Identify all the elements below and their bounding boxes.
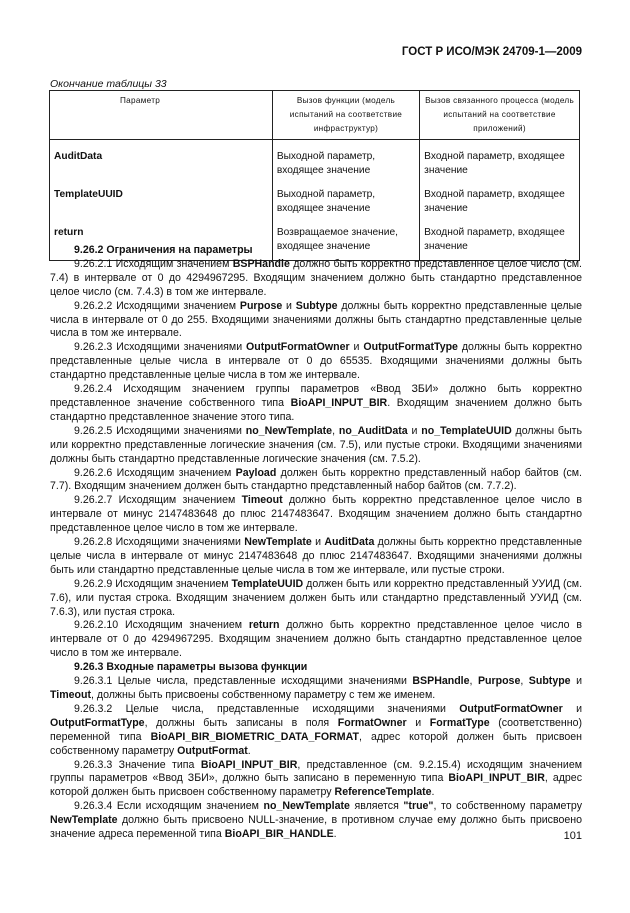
- paragraph-9-26-2-4: 9.26.2.4 Исходящим значением группы параметров «Ввод ЗБИ» должно быть корректно представленное значение собственного типа BioAPI_INPUT_BIR. Входящим значением должно быть стандартно представленное значение этого типа.: [50, 383, 582, 423]
- table-row: [50, 146, 580, 184]
- paragraph-9-26-2-2: 9.26.2.2 Исходящими значением Purpose и Subtype должны быть корректно представленные целые числа в интервале от 0 до 255. Входящими значениями должны быть стандартно представленные целые числа в том же интервале.: [50, 299, 583, 340]
- param-name: TemplateUUID: [50, 184, 273, 222]
- header-param: Параметр: [50, 91, 273, 140]
- table-header-row: [50, 91, 580, 140]
- paragraph-9-26-2-3: 9.26.2.3 Исходящими значениями OutputFormatOwner и OutputFormatType должны быть корректно представленные целые числа в интервале от 0 до 65535. Входящими значениями должны быть стандартно представленные целые числа в том же интервале.: [50, 341, 583, 382]
- table-row: [50, 184, 580, 222]
- paragraph-9-26-2-10: 9.26.2.10 Исходящим значением return должно быть корректно представленное целое число в интервале от 0 до 4294967295. Входящим значением должно быть стандартно представленное целое число в том же интервале.: [50, 619, 582, 660]
- param-name: AuditData: [50, 146, 273, 184]
- document-header: ГОСТ Р ИСО/МЭК 24709-1—2009: [401, 46, 582, 58]
- header-func-call: Вызов функции (модель испытаний на соответствие инфраструктур): [272, 91, 419, 140]
- paragraph-9-26-2-8: 9.26.2.8 Исходящими значениями NewTemplate и AuditData должны быть корректно представленные целые числа в интервале от минус 2147483648 до плюс 2147483647. Входящими значениями должны быть или стандартно представленные целые числа в том же интервале, или пустые строки.: [50, 536, 582, 576]
- header-linked-proc: Вызов связанного процесса (модель испытаний на соответствие приложений): [420, 91, 580, 140]
- section-heading: 9.26.2 Ограничения на параметры: [74, 244, 253, 256]
- paragraph-9-26-3-3: 9.26.3.3 Значение типа BioAPI_INPUT_BIR, представленное (см. 9.2.15.4) исходящим значением группы параметров «Ввод ЗБИ», должно быть записано в переменную типа BioAPI_INPUT_BIR, адрес которой должен быть присвоен собственному параметру ReferenceTemplate.: [50, 758, 583, 799]
- func-call-cell: Выходной параметр, входящее значение: [272, 184, 419, 222]
- paragraph-9-26-2-5: 9.26.2.5 Исходящими значениями no_NewTemplate, no_AuditData и no_TemplateUUID должны быть или корректно представленные логические значения (см. 7.5), или пустые строки. Входящими значениями должны быть стандартно представленные логические значения (см. 7.5.2).: [50, 424, 582, 465]
- paragraph-9-26-3-1: 9.26.3.1 Целые числа, представленные исходящими значениями BSPHandle, Purpose, Subtype и Timeout, должны быть присвоены собственному параметру с тем же именем.: [50, 675, 582, 701]
- body-text: [50, 244, 582, 842]
- func-call-cell: Возвращаемое значение, входящее значение: [272, 222, 419, 261]
- paragraph-9-26-2-9: 9.26.2.9 Исходящим значением TemplateUUID должен быть или корректно представленный УУИД (см. 7.6), или пустая строка. Входящим значением должен быть или стандартно представленный УУИД (см. 7.6.3), или пустая строка.: [50, 577, 583, 618]
- linked-proc-cell: Входной параметр, входящее значение: [420, 222, 580, 261]
- parameters-table: [49, 90, 580, 261]
- func-call-cell: Выходной параметр, входящее значение: [272, 146, 419, 184]
- table-caption: Окончание таблицы 33: [50, 78, 167, 90]
- linked-proc-cell: Входной параметр, входящее значение: [420, 146, 580, 184]
- paragraph-9-26-3-2: 9.26.3.2 Целые числа, представленные исходящими значениями OutputFormatOwner и OutputFormatType, должны быть записаны в поля FormatOwner и FormatType (соответственно) переменной типа BioAPI_BIR_BIOMETRIC_DATA_FORMAT, адрес которой должен быть присвоен собственному параметру OutputFormat.: [50, 702, 582, 757]
- param-name: return: [50, 222, 273, 261]
- paragraph-9-26-2-1: 9.26.2.1 Исходящим значением BSPHandle должно быть корректно представленное целое число (см. 7.4) в интервале от 0 до 4294967295. Входящим значением должно быть стандартно представленное целое число (см. 7.4.3) в том же интервале.: [50, 257, 583, 298]
- paragraph-9-26-2-7: 9.26.2.7 Исходящим значением Timeout должно быть корректно представленное целое число в интервале от минус 2147483648 до плюс 2147483647. Входящим значением должно быть стандартно представленное целое число в том же интервале.: [50, 494, 583, 535]
- section-heading: 9.26.3 Входные параметры вызова функции: [74, 661, 308, 674]
- linked-proc-cell: Входной параметр, входящее значение: [420, 184, 580, 222]
- page-number: 101: [563, 830, 582, 842]
- paragraph-9-26-3-4: 9.26.3.4 Если исходящим значением no_NewTemplate является "true", то собственному параметру NewTemplate должно быть присвоено NULL-значение, в противном случае ему должно быть присвоено значение адреса переменной типа BioAPI_BIR_HANDLE.: [50, 800, 583, 841]
- paragraph-9-26-2-6: 9.26.2.6 Исходящим значением Payload должен быть корректно представленный набор байтов (см. 7.7). Входящим значением должен быть стандартно представленный набор байтов (см. 7.7.2).: [50, 466, 582, 493]
